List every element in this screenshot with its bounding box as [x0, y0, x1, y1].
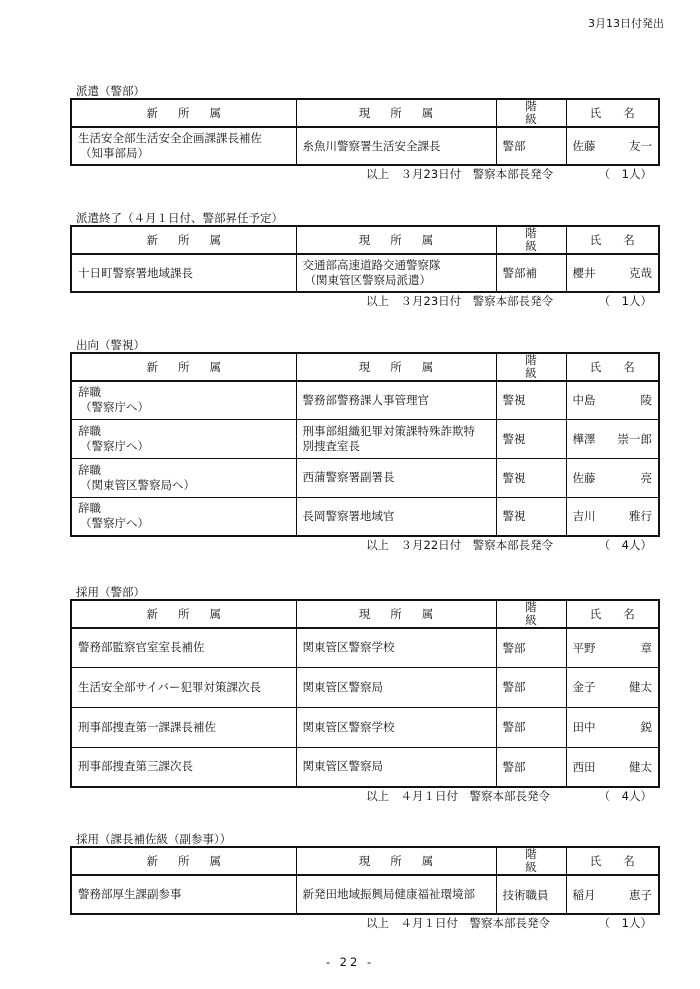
person-count: （ 4人）: [598, 538, 652, 552]
new-post: 十日町警察署地域課長: [78, 265, 193, 280]
table-row: [71, 458, 659, 497]
header-new: 新所属: [71, 99, 296, 127]
table-row: [71, 628, 659, 667]
given-name: 雅行: [629, 509, 652, 524]
personnel-table: [70, 98, 660, 166]
header-current: 現所属: [296, 99, 496, 127]
current-post: 西蒲警察署副署長: [302, 470, 395, 484]
rank: 警部: [496, 628, 566, 667]
section-hiring: [70, 585, 658, 804]
table-row: [71, 875, 659, 914]
section-hiring-deputy: [70, 832, 658, 931]
issue-note: 以上 ３月22日付 警察本部長発令: [366, 538, 554, 552]
current-post: 関東管区警察学校: [302, 719, 395, 734]
personnel-table: [70, 599, 660, 788]
family-name: 櫻井: [572, 266, 596, 280]
header-new: 新所属: [71, 847, 296, 875]
table-row: [71, 254, 659, 292]
current-post: 関東管区警察学校: [302, 640, 395, 655]
given-name: 陵: [640, 393, 652, 408]
header-name: 氏名: [566, 353, 659, 381]
new-post: 辞職: [78, 501, 101, 516]
rank: 警部: [496, 747, 566, 787]
header-current: 現所属: [296, 353, 496, 381]
page-number: - 22 -: [325, 955, 375, 969]
new-post-note: （関東管区警察局へ）: [80, 477, 195, 492]
person-count: （ 1人）: [598, 916, 652, 930]
current-post: 関東管区警察局: [302, 679, 383, 694]
new-post-note: （警察庁へ）: [80, 400, 149, 415]
rank: 警視: [496, 497, 566, 536]
header-name: 氏名: [566, 99, 659, 127]
new-post-note: （警察庁へ）: [80, 516, 149, 531]
new-post: 刑事部捜査第一課課長補佐: [78, 719, 216, 734]
given-name: 友一: [629, 139, 652, 153]
header-current: 現所属: [296, 847, 496, 875]
section-title: 派遣終了（４月１日付、警部昇任予定）: [76, 211, 283, 225]
section-title: 出向（警視）: [76, 338, 145, 352]
section-title: 採用（課長補佐級（副参事））: [76, 832, 232, 846]
header-current: 現所属: [296, 600, 496, 628]
given-name: 亮: [640, 470, 652, 485]
personnel-table: [70, 225, 660, 293]
family-name: 佐藤: [572, 470, 596, 485]
section-secondment: [70, 338, 658, 553]
family-name: 西田: [572, 759, 596, 774]
header-rank: 階級: [496, 847, 566, 875]
new-post: 刑事部捜査第三課次長: [78, 759, 193, 774]
rank: 技術職員: [496, 875, 566, 914]
table-row: [71, 707, 659, 747]
current-post-cont: 別捜査室長: [302, 438, 360, 453]
rank: 警部補: [496, 254, 566, 292]
current-post: 新発田地域振興局健康福祉環境部: [302, 887, 475, 901]
current-post: 糸魚川警察署生活安全課長: [302, 138, 441, 153]
table-row: [71, 127, 659, 165]
person-count: （ 4人）: [598, 789, 652, 803]
issue-note: 以上 ４月１日付 警察本部長発令: [366, 789, 550, 803]
new-post: 生活安全部サイバー犯罪対策課次長: [78, 679, 261, 694]
header-current: 現所属: [296, 226, 496, 254]
rank: 警視: [496, 458, 566, 497]
new-post-note: （知事部局）: [80, 146, 149, 160]
table-row: [71, 497, 659, 536]
given-name: 克哉: [629, 266, 652, 280]
header-new: 新所属: [71, 226, 296, 254]
issue-note: 以上 ４月１日付 警察本部長発令: [366, 916, 550, 930]
section-footer: [70, 166, 658, 182]
table-row: [71, 381, 659, 419]
header-rank: 階級: [496, 353, 566, 381]
personnel-table: [70, 846, 660, 915]
family-name: 平野: [572, 640, 596, 655]
family-name: 稲月: [572, 887, 596, 902]
family-name: 樺澤: [572, 431, 596, 446]
section-footer: [70, 915, 658, 931]
new-post: 警務部厚生課副参事: [78, 887, 182, 901]
given-name: 恵子: [629, 887, 652, 902]
given-name: 鋭: [640, 720, 652, 734]
new-post-note: （警察庁へ）: [80, 438, 149, 453]
family-name: 佐藤: [572, 139, 596, 153]
section-title: 派遣（警部）: [76, 84, 145, 98]
new-post: 辞職: [78, 423, 101, 438]
header-new: 新所属: [71, 600, 296, 628]
current-post: 刑事部組織犯罪対策課特殊詐欺特: [302, 423, 475, 438]
issue-date: 3月13日付発出: [588, 17, 664, 30]
given-name: 健太: [629, 680, 652, 694]
header-name: 氏名: [566, 847, 659, 875]
current-post-note: （関東管区警察局派遣）: [304, 273, 431, 287]
personnel-table: [70, 352, 660, 537]
current-post: 長岡警察署地域官: [302, 508, 395, 523]
section-footer: [70, 293, 658, 309]
current-post: 関東管区警察局: [302, 759, 383, 774]
family-name: 中島: [572, 393, 596, 408]
rank: 警部: [496, 707, 566, 747]
person-count: （ 1人）: [598, 294, 652, 308]
given-name: 健太: [629, 759, 652, 774]
family-name: 田中: [572, 720, 596, 734]
section-dispatch-end: [70, 211, 658, 309]
new-post: 辞職: [78, 462, 101, 477]
current-post: 交通部高速道路交通警察隊: [302, 258, 441, 272]
new-post: 辞職: [78, 385, 101, 400]
table-row: [71, 667, 659, 707]
section-footer: [70, 537, 658, 553]
rank: 警部: [496, 667, 566, 707]
header-rank: 階級: [496, 226, 566, 254]
issue-note: 以上 ３月23日付 警察本部長発令: [366, 167, 554, 181]
issue-note: 以上 ３月23日付 警察本部長発令: [366, 294, 554, 308]
header-name: 氏名: [566, 600, 659, 628]
current-post: 警務部警務課人事管理官: [302, 392, 429, 407]
section-footer: [70, 788, 658, 804]
rank: 警視: [496, 381, 566, 419]
header-new: 新所属: [71, 353, 296, 381]
new-post: 生活安全部生活安全企画課課長補佐: [78, 131, 262, 145]
table-row: [71, 747, 659, 787]
section-title: 採用（警部）: [76, 585, 145, 599]
person-count: （ 1人）: [598, 167, 652, 181]
new-post: 警務部監察官室室長補佐: [78, 640, 205, 655]
rank: 警部: [496, 127, 566, 165]
given-name: 崇一郎: [617, 431, 652, 446]
header-rank: 階級: [496, 600, 566, 628]
table-row: [71, 419, 659, 458]
given-name: 章: [640, 640, 652, 655]
section-dispatch: [70, 84, 658, 182]
family-name: 金子: [572, 680, 596, 694]
family-name: 吉川: [572, 509, 596, 524]
header-rank: 階級: [496, 99, 566, 127]
header-name: 氏名: [566, 226, 659, 254]
rank: 警視: [496, 419, 566, 458]
